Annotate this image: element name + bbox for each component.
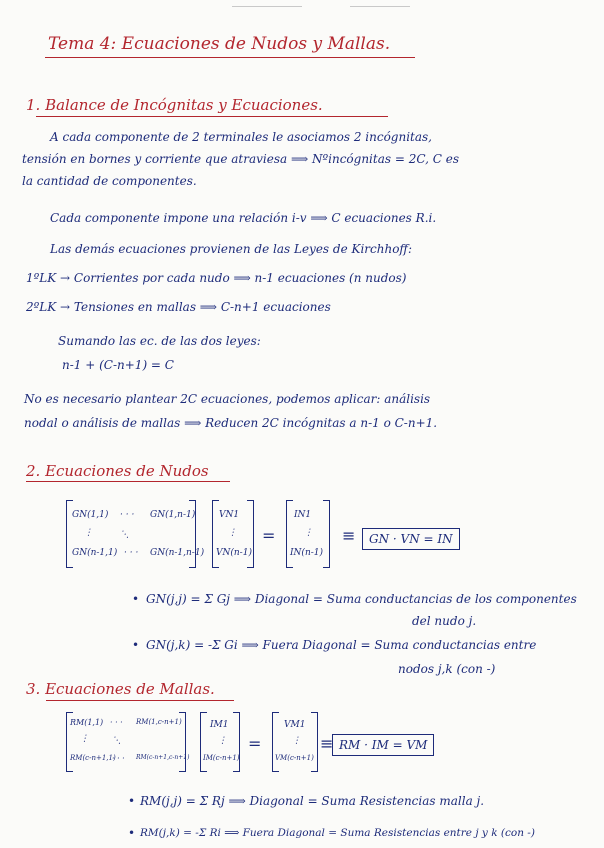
vector-cell: VM1 [284,720,306,730]
notebook-page: Tema 4: Ecuaciones de Nudos y Mallas. 1. Balance de Incógnitas y Ecuaciones. A cada componente de 2 terminales le asociamos 2 incógnitas, tensión en bornes y corriente que atraviesa ⟹ Nºincógnitas = 2C, C es la cantidad de componentes. Cada componente impone una relación i-v ⟹ C ecuaciones R.i. Las demás ecuaciones provienen de las Leyes de Kirchhoff: 1ºLK → Corrientes por cada nudo ⟹ n-1 ecuaciones (n nudos) 2ºLK → Tensiones en mallas ⟹ C-n+1 ecuaciones Sumando las ec. de las dos leyes: n-1 + (C-n+1) = C No es necesario plantear 2C ecuaciones, podemos aplicar: análisis nodal o análisis de mallas ⟹ Reducen 2C incógnitas a n-1 o C-n+1. 2. Ecuaciones de Nudos GN(1,1) · · · GN(1,n-1) ⋮ ⋱ GN(n-1,1) · · · GN(n-1,n-1) VN1 ⋮ VN(n-1) = IN1 ⋮ IN(n-1) ≡ GN · VN = IN • GN(j,j) = Σ Gj ⟹ Diagonal = Suma conductancias de los componentes del nudo j. • GN(j,k) = -Σ Gi ⟹ Fuera Diagonal = Suma conductancias entre nodos j,k (con -) 3. Ecuaciones de Mallas. RM(1,1) · · · RM(1,c-n+1) ⋮ ⋱ RM(c-n+1,1) · · · RM(c-n+1,c-n+1) IM1 ⋮ IM(c-n+1) = VM1 ⋮ VM(c-n+1) ≡ RM · IM = VM • RM(j,j) = Σ Rj ⟹ Diagonal = Suma Resistencias malla j. • RM(j,k) = -Σ Ri ⟹ Fuera Diagonal = Suma Resistencias entre j y k (con -) [0,0,604,848]
equivalence-sign: ≡ [342,526,356,545]
matrix-cell: GN(1,1) [72,510,109,520]
matrix-cell: RM(1,c-n+1) [136,718,182,726]
equivalence-sign: ≡ [320,734,334,753]
scan-artifact-line [232,6,302,7]
vector-cell: VN1 [219,510,240,520]
s1-relation-line: Cada componente impone una relación i-v ⟹ C ecuaciones R.i. [50,211,437,225]
page-title: Tema 4: Ecuaciones de Nudos y Mallas. [48,34,391,54]
matrix-cell: GN(n-1,1) [72,548,118,558]
s1-sum-line: Sumando las ec. de las dos leyes: [58,334,261,348]
vector-cell: IN(n-1) [290,548,324,558]
s1-kirchhoff-law-2: 2ºLK → Tensiones en mallas ⟹ C-n+1 ecuaciones [26,300,331,314]
section2-underline [26,481,230,482]
vector-cell: IN1 [294,510,312,520]
s1-note-line: No es necesario plantear 2C ecuaciones, podemos aplicar: análisis [24,392,431,406]
vector-cell: VM(c-n+1) [275,754,314,762]
section2-heading: 2. Ecuaciones de Nudos [26,462,209,480]
matrix-cell: RM(c-n+1,c-n+1) [136,754,190,761]
s1-kirchhoff-intro: Las demás ecuaciones provienen de las Leyes de Kirchhoff: [50,242,412,256]
s1-paragraph-line: tensión en bornes y corriente que atraviesa ⟹ Nºincógnitas = 2C, C es [22,152,459,166]
node-equation-box: GN · VN = IN [362,528,460,550]
section1-heading: 1. Balance de Incógnitas y Ecuaciones. [26,96,323,114]
equals-sign: = [262,526,276,545]
section3-underline [46,700,234,701]
s2-bullet-offdiagonal: GN(j,k) = -Σ Gi ⟹ Fuera Diagonal = Suma conductancias entre [146,638,537,652]
vector-cell: IM1 [210,720,229,730]
mesh-equation-box: RM · IM = VM [332,734,434,756]
section1-underline [36,116,388,117]
s1-paragraph-line: la cantidad de componentes. [22,174,197,188]
scan-artifact-line [350,6,410,7]
s1-paragraph-line: A cada componente de 2 terminales le asociamos 2 incógnitas, [50,130,432,144]
section3-heading: 3. Ecuaciones de Mallas. [26,680,215,698]
s3-bullet-offdiagonal: RM(j,k) = -Σ Ri ⟹ Fuera Diagonal = Suma Resistencias entre j y k (con -) [140,827,535,839]
vector-cell: VN(n-1) [216,548,252,558]
title-underline [45,57,415,58]
matrix-cell: RM(1,1) [70,718,104,727]
s1-sum-equation: n-1 + (C-n+1) = C [62,358,174,372]
s2-bullet-diagonal: GN(j,j) = Σ Gj ⟹ Diagonal = Suma conductancias de los componentes [146,592,577,606]
matrix-cell: GN(n-1,n-1) [150,548,205,558]
vector-cell: IM(c-n+1) [203,754,240,762]
matrix-cell: RM(c-n+1,1) [70,754,116,762]
s3-bullet-diagonal: RM(j,j) = Σ Rj ⟹ Diagonal = Suma Resistencias malla j. [140,794,485,808]
s1-kirchhoff-law-1: 1ºLK → Corrientes por cada nudo ⟹ n-1 ecuaciones (n nudos) [26,271,407,285]
s2-bullet-diagonal-cont: del nudo j. [412,614,477,628]
s1-note-line: nodal o análisis de mallas ⟹ Reducen 2C incógnitas a n-1 o C-n+1. [24,416,438,430]
equals-sign: = [248,734,262,753]
s2-bullet-offdiagonal-cont: nodos j,k (con -) [398,662,496,676]
matrix-cell: GN(1,n-1) [150,510,196,520]
